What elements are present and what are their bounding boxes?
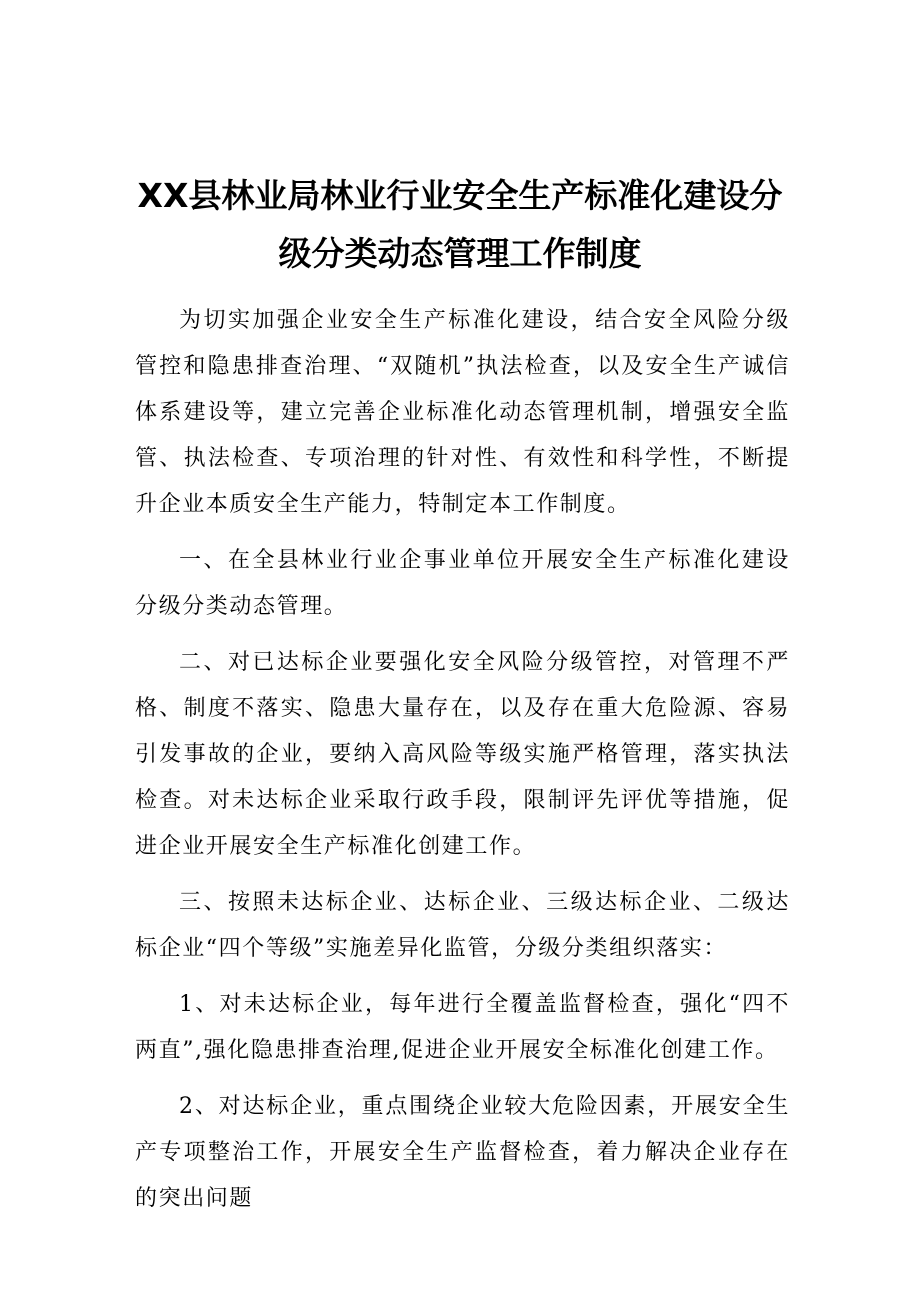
document-title-line-2: 级分类动态管理工作制度 [278,234,642,273]
document-body [135,298,790,1232]
paragraph-item-1: 一、在全县林业行业企事业单位开展安全生产标准化建设分级分类动态管理。 [135,548,790,619]
paragraph-intro: 为切实加强企业安全生产标准化建设，结合安全风险分级管控和隐患排查治理、“双随机”执法检查，以及安全生产诚信体系建设等，建立完善企业标准化动态管理机制，增强安全监管、执法检查、专项治理的针对性、有效性和科学性，不断提升企业本质安全生产能力，特制定本工作制度。 [135,308,790,517]
paragraph-subitem-1: 1、对未达标企业，每年进行全覆盖监督检查，强化“四不两直”,强化隐患排查治理,促进企业开展安全标准化创建工作。 [135,992,790,1063]
paragraph-subitem-2: 2、对达标企业，重点围绕企业较大危险因素，开展安全生产专项整治工作，开展安全生产监督检查，着力解决企业存在的突出问题 [135,1094,790,1211]
paragraph-item-2: 二、对已达标企业要强化安全风险分级管控，对管理不严格、制度不落实、隐患大量存在，以及存在重大危险源、容易引发事故的企业，要纳入高风险等级实施严格管理，落实执法检查。对未达标企业采取行政手段，限制评先评优等措施，促进企业开展安全生产标准化创建工作。 [135,650,790,859]
document-title-line-1: XX县林业局林业行业安全生产标准化建设分 [137,176,783,215]
paragraph-item-3: 三、按照未达标企业、达标企业、三级达标企业、二级达标企业“四个等级”实施差异化监管，分级分类组织落实： [135,890,790,961]
